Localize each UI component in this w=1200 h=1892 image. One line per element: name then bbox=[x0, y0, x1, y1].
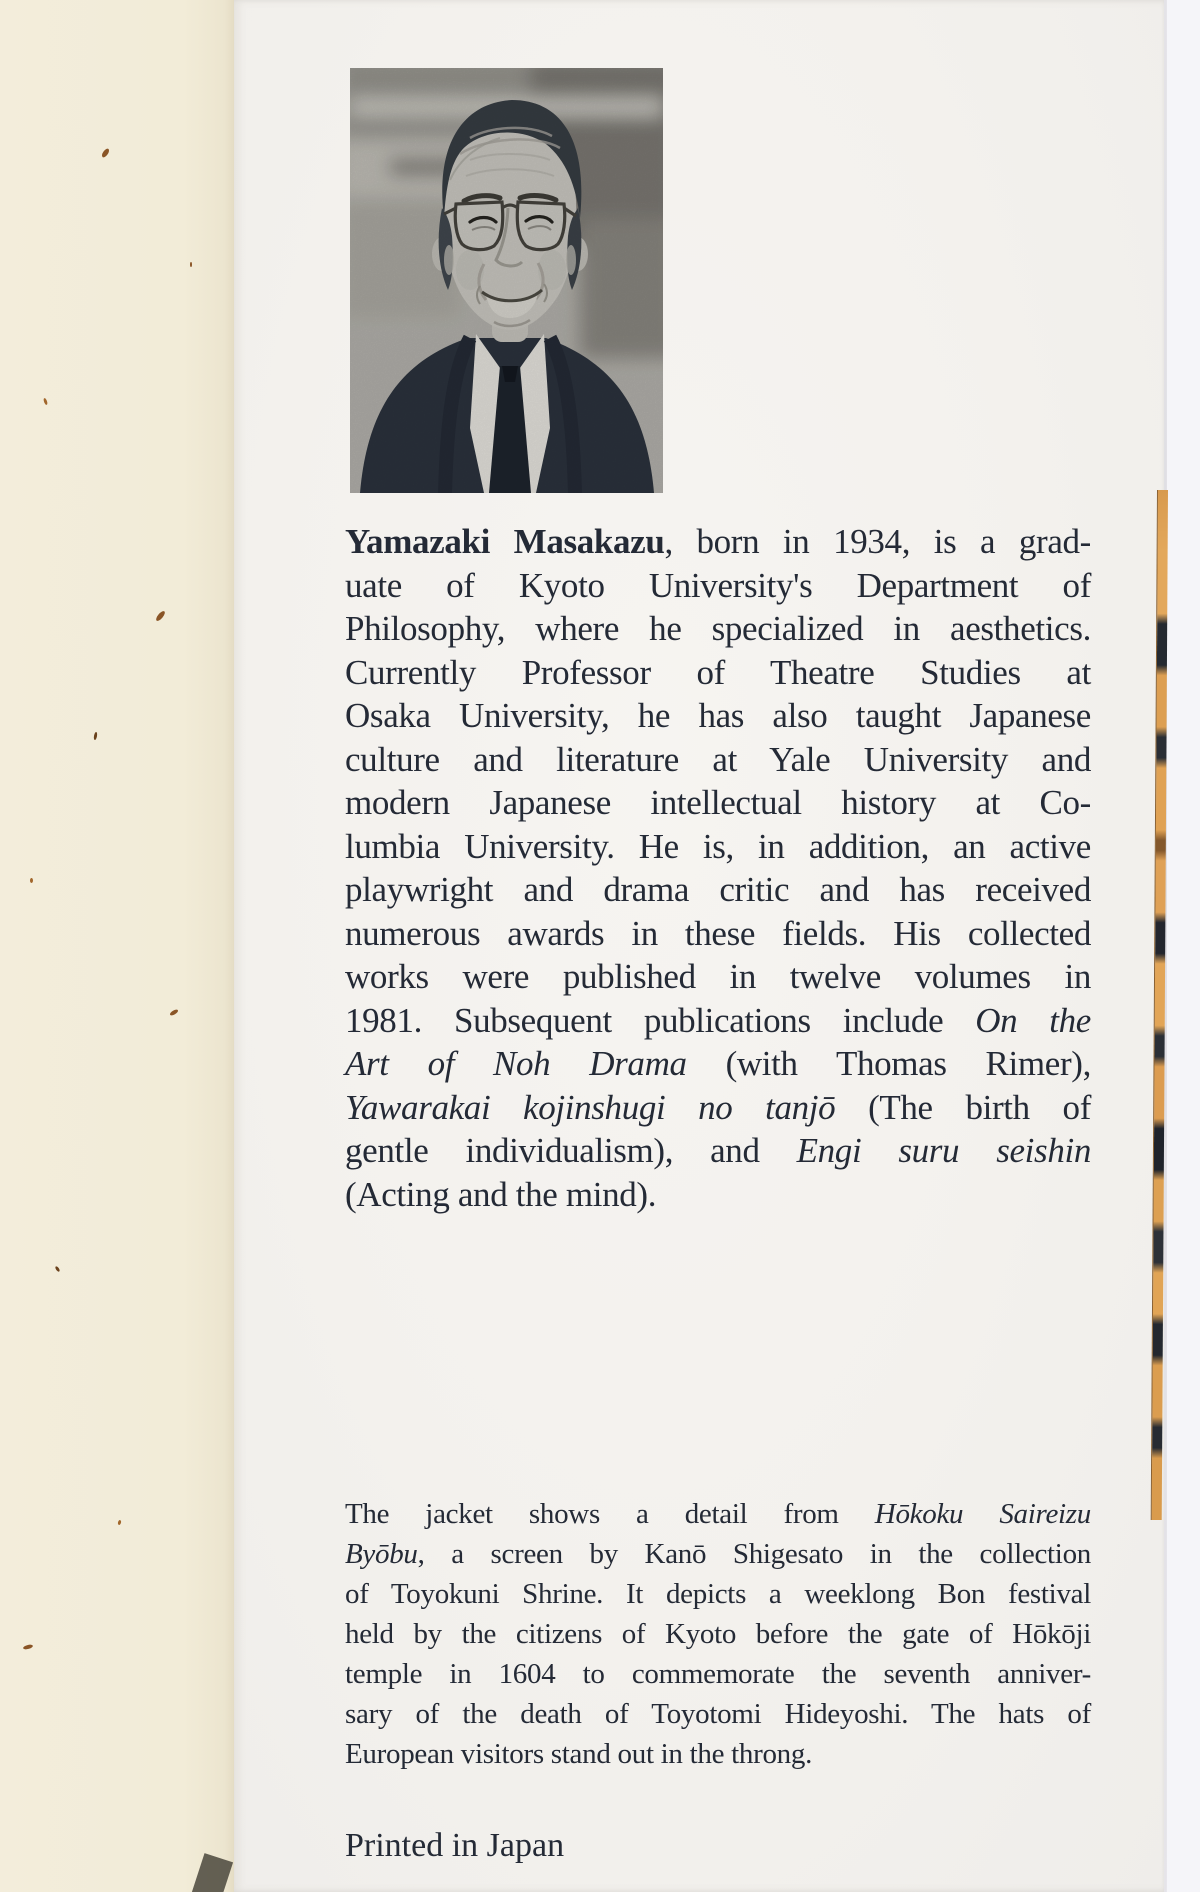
paper-speck bbox=[101, 147, 111, 158]
text-line: Byōbu, a screen by Kanō Shigesato in the collection bbox=[345, 1538, 1091, 1570]
text-line: Art of Noh Drama (with Thomas Rimer), bbox=[345, 1044, 1091, 1083]
text-line: temple in 1604 to commemorate the seventh anniver- bbox=[345, 1658, 1091, 1690]
text-line: culture and literature at Yale University and bbox=[345, 739, 1091, 779]
text-line: Currently Professor of Theatre Studies at bbox=[345, 652, 1091, 692]
deckle-paper-strip bbox=[0, 0, 234, 1892]
text-line: lumbia University. He is, in addition, an active bbox=[345, 826, 1091, 866]
text-line: modern Japanese intellectual history at Co- bbox=[345, 783, 1091, 822]
text-line: Yawarakai kojinshugi no tanjō (The birth of bbox=[345, 1087, 1091, 1127]
paper-speck bbox=[43, 398, 48, 406]
text-line: Philosophy, where he specialized in aesthetics. bbox=[345, 609, 1091, 648]
paper-speck bbox=[190, 262, 192, 267]
paper-speck bbox=[30, 878, 33, 883]
text-line: 1981. Subsequent publications include On the bbox=[345, 1000, 1091, 1040]
text-line: European visitors stand out in the throng. bbox=[345, 1738, 813, 1770]
printed-in-japan-note: Printed in Japan bbox=[345, 1827, 565, 1864]
bio-paragraph bbox=[345, 520, 1091, 1216]
text-line: Yamazaki Masakazu, born in 1934, is a grad- bbox=[345, 522, 1091, 561]
text-line: Osaka University, he has also taught Japanese bbox=[345, 696, 1091, 735]
text-line: sary of the death of Toyotomi Hideyoshi. The hats of bbox=[345, 1698, 1091, 1730]
paper-speck bbox=[169, 1009, 179, 1017]
text-line: The jacket shows a detail from Hōkoku Saireizu bbox=[345, 1498, 1091, 1530]
text-line: numerous awards in these fields. His collected bbox=[345, 913, 1091, 953]
text-line: (Acting and the mind). bbox=[345, 1174, 657, 1214]
text-line: uate of Kyoto University's Department of bbox=[345, 565, 1091, 605]
text-line: held by the citizens of Kyoto before the gate of Hōkōji bbox=[345, 1618, 1091, 1650]
paper-speck bbox=[93, 732, 97, 740]
paper-speck bbox=[117, 1520, 121, 1526]
paper-speck bbox=[23, 1644, 34, 1650]
author-portrait-photo bbox=[350, 68, 663, 493]
text-line: of Toyokuni Shrine. It depicts a weeklong Bon festival bbox=[345, 1578, 1091, 1610]
author-portrait-photo-svg bbox=[350, 68, 663, 493]
text-line: works were published in twelve volumes in bbox=[345, 957, 1091, 996]
scan-corner-shadow bbox=[183, 1853, 233, 1892]
text-line: playwright and drama critic and has received bbox=[345, 870, 1091, 909]
text-line: gentle individualism), and Engi suru seishin bbox=[345, 1131, 1091, 1170]
paper-speck bbox=[55, 1266, 61, 1273]
jacket-note-paragraph bbox=[345, 1494, 1091, 1774]
paper-speck bbox=[155, 610, 167, 622]
